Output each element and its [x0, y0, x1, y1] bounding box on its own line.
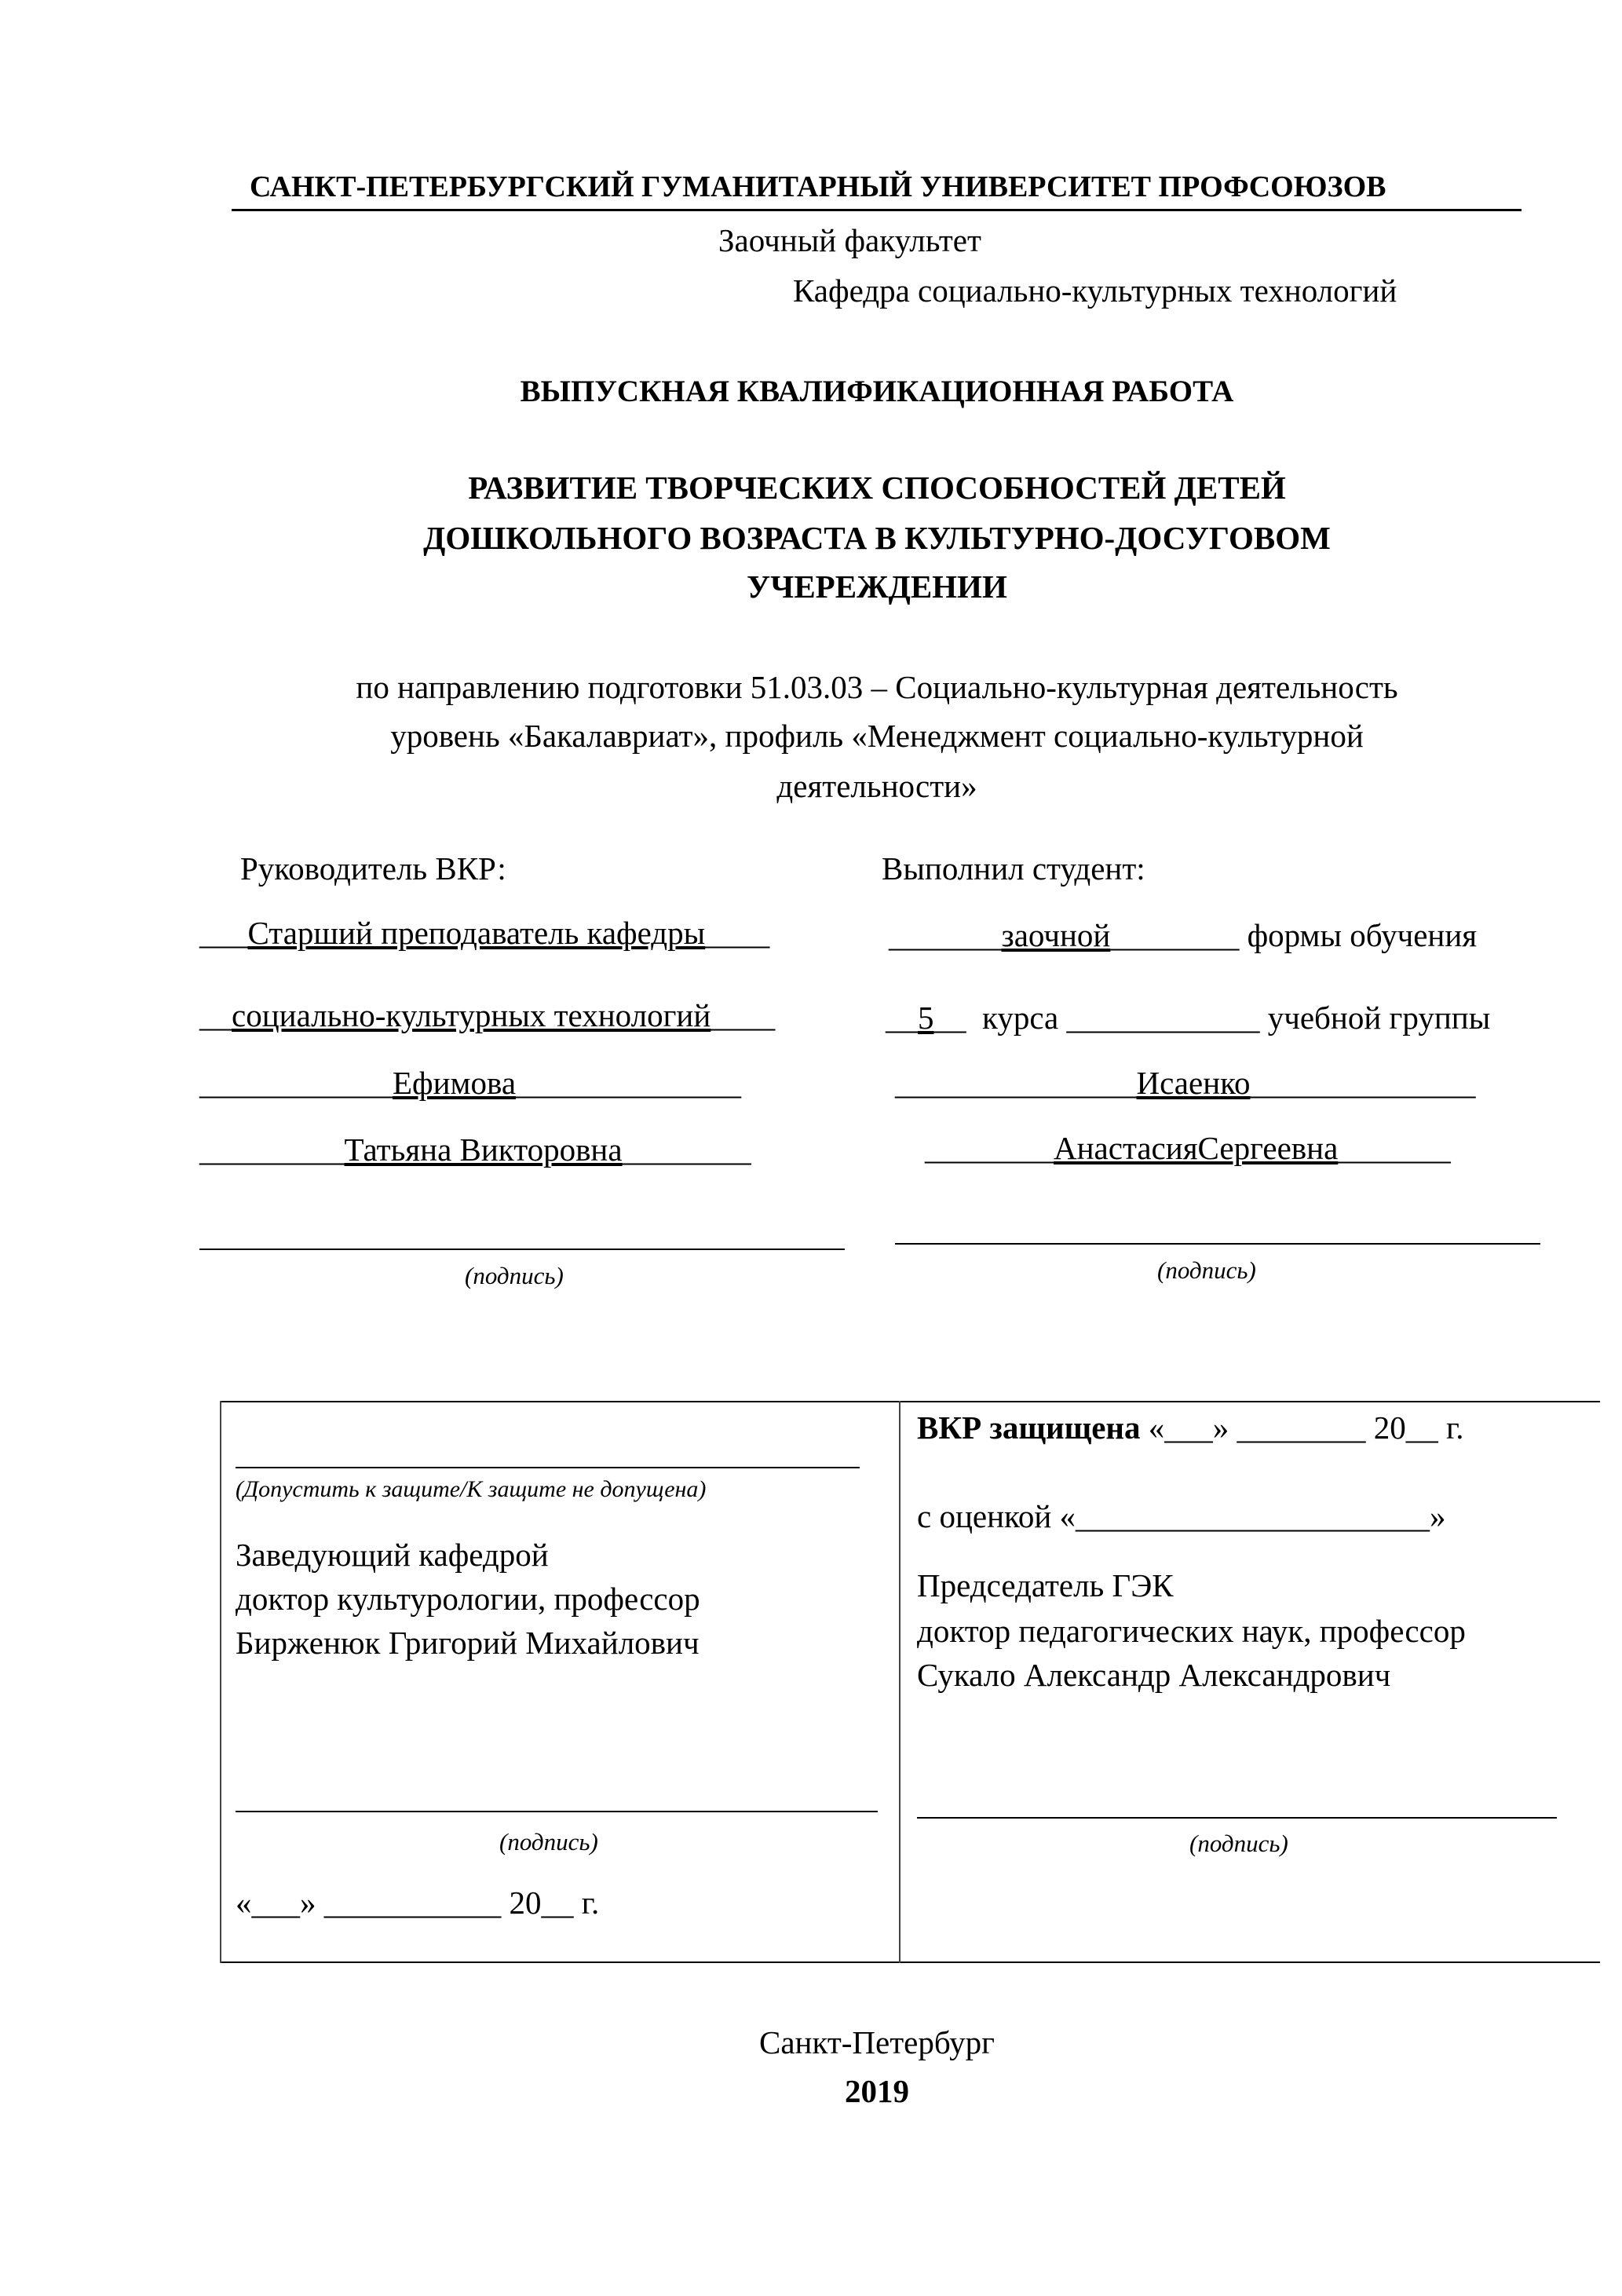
thesis-title-line: ДОШКОЛЬНОГО ВОЗРАСТА В КУЛЬТУРНО-ДОСУГОВОМ	[423, 520, 1331, 556]
chair-signature-caption: (подпись)	[1189, 1830, 1288, 1857]
admission-caption: (Допустить к защите/К защите не допущена)	[236, 1476, 707, 1502]
admission-line	[236, 1467, 860, 1468]
student-signature-caption: (подпись)	[1157, 1256, 1256, 1284]
thesis-title-line: УЧЕРЕЖДЕНИИ	[747, 569, 1007, 605]
head-signature-line	[236, 1811, 878, 1812]
supervisor-position-row: ___Старший преподаватель кафедры____	[199, 915, 770, 951]
student-study-form-row: _______заочной________ формы обучения	[889, 917, 1478, 953]
supervisor-signature-caption: (подпись)	[465, 1262, 564, 1289]
direction-line: деятельности»	[776, 768, 977, 804]
head-of-department-line: Заведующий кафедрой	[236, 1537, 549, 1573]
supervisor-label: Руководитель ВКР:	[240, 850, 506, 887]
thesis-title-line: РАЗВИТИЕ ТВОРЧЕСКИХ СПОСОБНОСТЕЙ ДЕТЕЙ	[468, 470, 1286, 506]
head-signature-caption: (подпись)	[499, 1828, 598, 1855]
defended-line: ВКР защищена «___» ________ 20__ г.	[917, 1409, 1464, 1446]
commission-chair-line: доктор педагогических наук, профессор	[917, 1613, 1466, 1649]
university-name: САНКТ-ПЕТЕРБУРГСКИЙ ГУМАНИТАРНЫЙ УНИВЕРСИТЕТ ПРОФСОЮЗОВ	[250, 170, 1386, 203]
work-type: ВЫПУСКНАЯ КВАЛИФИКАЦИОННАЯ РАБОТА	[520, 375, 1234, 408]
chair-signature-line	[917, 1817, 1557, 1819]
year: 2019	[845, 2073, 909, 2109]
commission-chair-line: Сукало Александр Александрович	[917, 1657, 1391, 1693]
student-signature-line	[895, 1243, 1540, 1245]
box-divider	[899, 1401, 901, 1963]
head-of-department-line: доктор культурологии, профессор	[236, 1581, 700, 1617]
city: Санкт-Петербург	[759, 2024, 995, 2060]
grade-line: с оценкой «______________________»	[917, 1498, 1446, 1534]
box-bottom-border	[220, 1961, 1600, 1963]
direction-line: уровень «Бакалавриат», профиль «Менеджмент социально-культурной	[390, 718, 1364, 754]
header-divider	[232, 209, 1522, 211]
commission-chair-line: Председатель ГЭК	[917, 1567, 1174, 1603]
student-label: Выполнил студент:	[882, 850, 1145, 887]
supervisor-signature-line	[199, 1249, 845, 1250]
supervisor-surname-row: ____________Ефимова______________	[199, 1065, 742, 1101]
box-left-border	[220, 1401, 221, 1963]
faculty-name: Заочный факультет	[718, 222, 981, 258]
student-course-row: __5__ курса ____________ учебной группы	[886, 1000, 1491, 1036]
head-of-department-line: Бирженюк Григорий Михайлович	[236, 1625, 700, 1661]
department-name: Кафедра социально-культурных технологий	[793, 272, 1397, 309]
supervisor-name-row: _________Татьяна Викторовна________	[199, 1132, 751, 1168]
head-approval-date: «___» ___________ 20__ г.	[236, 1885, 600, 1921]
direction-line: по направлению подготовки 51.03.03 – Социально-культурная деятельность	[356, 669, 1398, 705]
student-name-row: ________АнастасияСергеевна_______	[925, 1130, 1451, 1166]
supervisor-department-row: __социально-культурных технологий____	[199, 997, 776, 1033]
box-top-border	[220, 1401, 1600, 1402]
student-surname-row: _______________Исаенко______________	[895, 1065, 1476, 1101]
